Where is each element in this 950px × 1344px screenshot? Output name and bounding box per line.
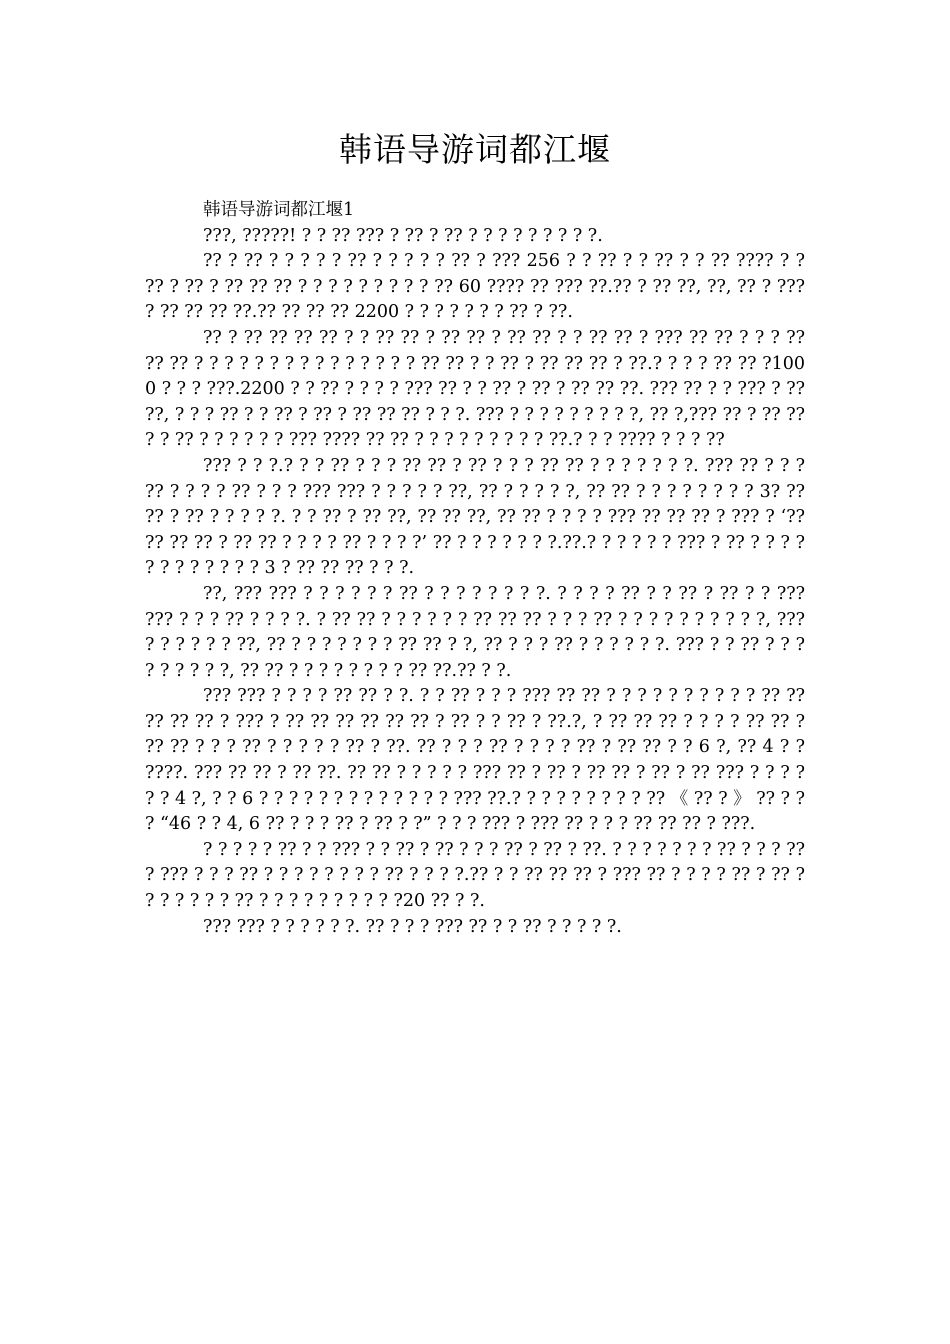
section-heading: 韩语导游词都江堰1 <box>203 200 355 220</box>
paragraph: ? ? ? ? ? ?? ? ? ??? ? ? ?? ? ?? ? ? ? ?? ? ?? ? ??. ? ? ? ? ? ? ? ?? ? ? ? ?? ? ??? ? ? ? ?? ? ? ? ? ? ? ? ? ?? ? ? ? ?.?? ? ? ?? ?? ?? ? ??? ?? ? ? ? ? ?? ? ?? ? ? ? ? ? ? ? ?? ? ? ? ? ? ? ? ? ? ?20 ?? ? ?. <box>145 839 805 912</box>
paragraph: ?? ? ?? ?? ?? ?? ? ? ?? ?? ? ?? ?? ? ?? ?? ? ? ?? ?? ? ??? ?? ?? ? ? ? ?? ?? ?? ? ? ? ? ? ? ? ? ? ? ? ? ? ? ? ?? ?? ? ? ?? ? ?? ?? ?? ? ??.? ? ? ? ?? ?? ?1000 ? ? ? ???.2200 ? ? ?? ? ? ? ? ??? ?? ? ? ?? ? ?? ? ?? ?? ??. ??? ?? ? ? ??? ? ?? ??, ? ? ? ?? ? ? ?? ? ?? ? ?? ?? ?? ? ? ?. ??? ? ? ? ? ? ? ? ? ?, ?? ?,??? ?? ? ?? ?? ? ? ?? ? ? ? ? ? ? ??? ???? ?? ?? ? ? ? ? ? ? ? ? ? ??.? ? ? ???? ? ? ? ?? <box>145 327 805 451</box>
paragraph: ??? ? ? ?.? ? ? ?? ? ? ? ?? ?? ? ?? ? ? ? ?? ?? ? ? ? ? ? ? ?. ??? ?? ? ? ? ?? ? ? ? ? ?? ? ? ? ??? ??? ? ? ? ? ? ??, ?? ? ? ? ? ?, ?? ?? ? ? ? ? ? ? ? ? 3? ?? ?? ? ?? ? ? ? ? ?. ? ? ?? ? ?? ??, ?? ?? ??, ?? ?? ? ? ? ? ??? ?? ?? ?? ? ??? ? ‘?? ?? ?? ?? ? ?? ?? ? ? ? ? ?? ? ? ? ?’ ?? ? ? ? ? ? ? ?.??.? ? ? ? ? ? ??? ? ?? ? ? ? ? ? ? ? ? ? ? ? ? 3 ? ?? ?? ?? ? ? ?. <box>145 455 805 579</box>
paragraph: ??? ??? ? ? ? ? ? ?. ?? ? ? ? ??? ?? ? ? ?? ? ? ? ? ?. <box>203 916 622 937</box>
paragraph: ??, ??? ??? ? ? ? ? ? ? ?? ? ? ? ? ? ? ? ?. ? ? ? ? ?? ? ? ?? ? ?? ? ? ??? ??? ? ? ? ?? ? ? ? ?. ? ?? ?? ? ? ? ? ? ? ?? ?? ?? ? ? ? ?? ? ? ? ? ? ? ? ? ? ?, ??? ? ? ? ? ? ? ??, ?? ? ? ? ? ? ? ? ?? ?? ? ?, ?? ? ? ? ?? ? ? ? ? ? ?. ??? ? ? ?? ? ? ? ? ? ? ? ? ?, ?? ?? ? ? ? ? ? ? ? ? ?? ??.?? ? ?. <box>145 583 805 681</box>
paragraph: ???, ?????! ? ? ?? ??? ? ?? ? ?? ? ? ? ? ? ? ? ? ?. <box>203 225 603 246</box>
paragraph: ??? ??? ? ? ? ? ?? ?? ? ?. ? ? ?? ? ? ? ??? ?? ?? ? ? ? ? ? ? ? ? ? ? ?? ?? ?? ?? ?? ? ??? ? ?? ?? ?? ?? ?? ?? ? ?? ? ? ?? ? ??.?, ? ?? ?? ?? ? ? ? ? ?? ?? ? ?? ?? ? ? ? ?? ? ? ? ? ? ?? ? ??. ?? ? ? ? ?? ? ? ? ? ?? ? ?? ?? ? ? 6 ?, ?? 4 ? ? ????. ??? ?? ?? ? ?? ??. ?? ?? ? ? ? ? ? ??? ?? ? ?? ? ?? ?? ? ?? ? ?? ??? ? ? ? ? ? ? 4 ?, ? ? 6 ? ? ? ? ? ? ? ? ? ? ? ? ? ??? ??.? ? ? ? ? ? ? ? ? ?? 《 ?? ? 》 ?? ? ? ? “46 ? ? 4, 6 ?? ? ? ? ?? ? ?? ? ?” ? ? ? ??? ? ??? ?? ? ? ? ?? ?? ?? ? ???. <box>145 686 805 835</box>
paragraph: ?? ? ?? ? ? ? ? ? ?? ? ? ? ? ? ?? ? ??? 256 ? ? ?? ? ? ?? ? ? ?? ???? ? ? ?? ? ?? ? ?? ?? ?? ? ? ? ? ? ? ? ? ? ?? 60 ???? ?? ??? ??.?? ? ?? ??, ??, ?? ? ??? ? ?? ?? ?? ??.?? ?? ?? ?? 2200 ? ? ? ? ? ? ? ?? ? ??. <box>145 251 805 323</box>
document-body <box>145 198 805 940</box>
document-title: 韩语导游词都江堰 <box>339 130 611 169</box>
